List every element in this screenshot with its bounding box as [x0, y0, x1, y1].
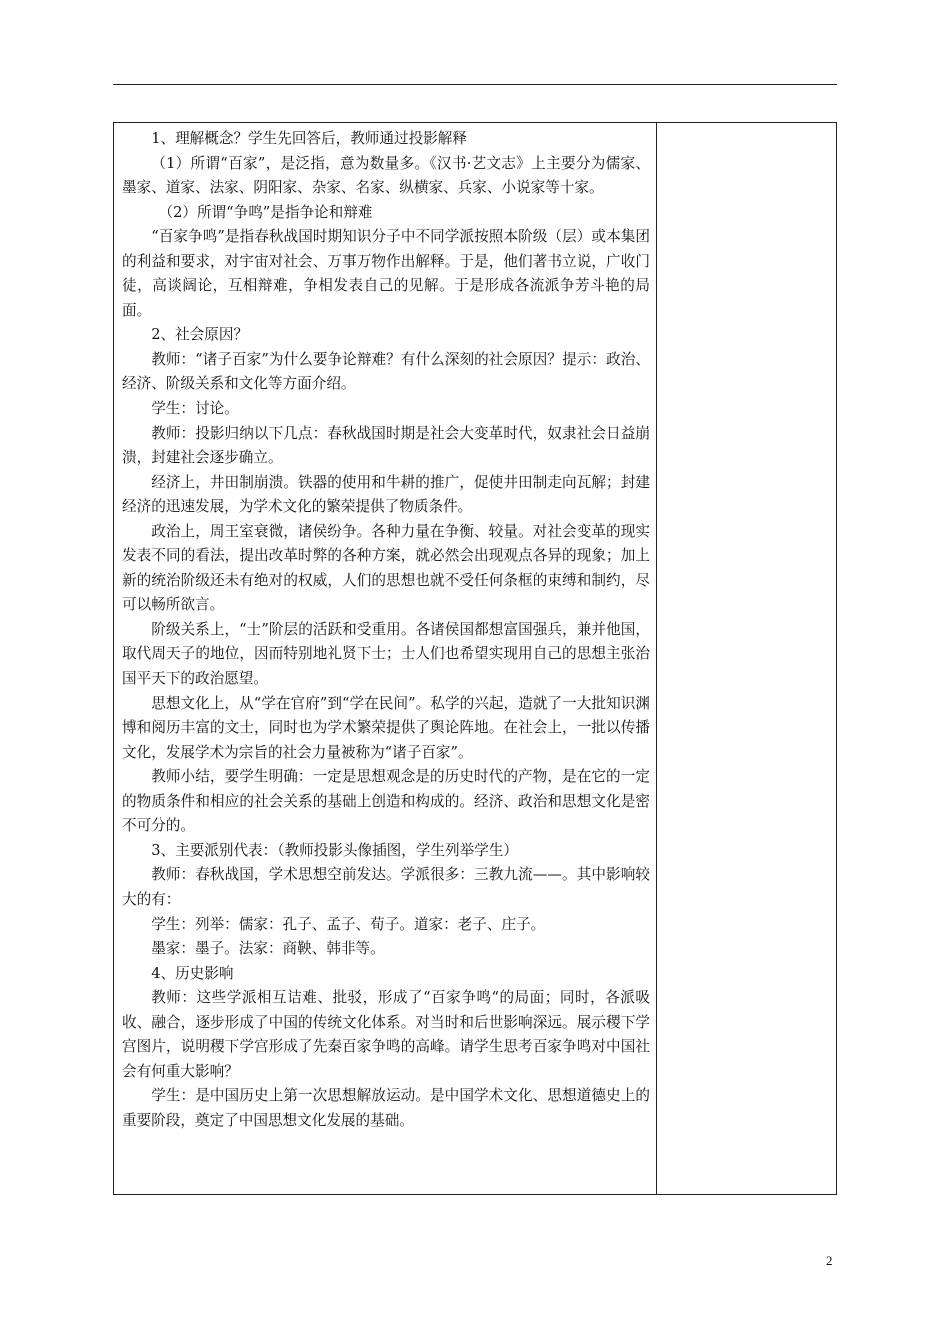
paragraph: 学生：列举：儒家：孔子、孟子、荀子。道家：老子、庄子。	[151, 915, 546, 933]
paragraph: 政治上，周王室衰微，诸侯纷争。各种力量在争衡、较量。对社会变革的现实发表不同的看法，提出改革时弊的各种方案，就必然会出现观点各异的现象；加上新的统治阶级还未有绝对的权威，人们的思想也就不受任何条框的束缚和制约，尽可以畅所欲言。	[122, 522, 650, 614]
paragraph: 墨家：墨子。法家：商鞅、韩非等。	[151, 940, 385, 958]
paragraph: 经济上，井田制崩溃。铁器的使用和牛耕的推广，促使井田制走向瓦解；封建经济的迅速发展，为学术文化的繁荣提供了物质条件。	[122, 473, 650, 516]
paragraph: 阶级关系上，“士”阶层的活跃和受重用。各诸侯国都想富国强兵，兼并他国，取代周天子的地位，因而特别地礼贤下士；士人们也希望实现用自己的思想主张治国平天下的政治愿望。	[122, 620, 650, 688]
header-rule	[113, 84, 837, 85]
paragraph: 学生：是中国历史上第一次思想解放运动。是中国学术文化、思想道德史上的重要阶段，奠定了中国思想文化发展的基础。	[122, 1087, 650, 1129]
paragraph: （1）所谓“百家”，是泛指，意为数量多。《汉书·艺文志》上主要分为儒家、墨家、道家、法家、阴阳家、杂家、名家、纵横家、兵家、小说家等十家。	[122, 154, 650, 197]
lesson-table	[113, 122, 837, 1195]
paragraph: 2、社会原因？	[151, 326, 249, 344]
lesson-content-cell	[114, 123, 657, 1194]
notes-cell	[657, 123, 836, 1194]
paragraph: （2）所谓“争鸣”是指争论和辩难	[158, 203, 373, 221]
paragraph: 教师小结，要学生明确：一定是思想观念是的历史时代的产物，是在它的一定的物质条件和相应的社会关系的基础上创造和构成的。经济、政治和思想文化是密不可分的。	[122, 768, 650, 835]
paragraph: 教师：春秋战国，学术思想空前发达。学派很多：三教九流——。其中影响较大的有：	[122, 866, 650, 908]
paragraph: 教师：投影归纳以下几点：春秋战国时期是社会大变革时代，奴隶社会日益崩溃，封建社会逐步确立。	[122, 424, 650, 467]
paragraph: 3、主要派别代表：（教师投影头像插图，学生列举学生）	[151, 841, 519, 859]
paragraph: “百家争鸣”是指春秋战国时期知识分子中不同学派按照本阶级（层）或本集团的利益和要求，对宇宙对社会、万事万物作出解释。于是，他们著书立说，广收门徒，高谈阔论，互相辩难，争相发表自己的见解。于是形成各流派争芳斗艳的局面。	[122, 228, 650, 319]
page-number: 2	[826, 1253, 833, 1268]
paragraph: 教师：“诸子百家”为什么要争论辩难？有什么深刻的社会原因？提示：政治、经济、阶级关系和文化等方面介绍。	[122, 350, 650, 393]
paragraph: 教师：这些学派相互诘难、批驳，形成了“百家争鸣“的局面；同时，各派吸收、融合，逐步形成了中国的传统文化体系。对当时和后世影响深远。展示稷下学宫图片，说明稷下学宫形成了先秦百家争鸣的高峰。请学生思考百家争鸣对中国社会有何重大影响？	[122, 989, 650, 1080]
paragraph: 4、历史影响	[151, 964, 234, 982]
paragraph: 思想文化上，从“学在官府”到“学在民间”。私学的兴起，造就了一大批知识渊博和阅历丰富的文士，同时也为学术繁荣提供了舆论阵地。在社会上，一批以传播文化，发展学术为宗旨的社会力量被称为“诸子百家”。	[122, 694, 650, 761]
paragraph: 1、理解概念？学生先回答后，教师通过投影解释	[151, 130, 467, 147]
paragraph: 学生：讨论。	[151, 400, 239, 418]
